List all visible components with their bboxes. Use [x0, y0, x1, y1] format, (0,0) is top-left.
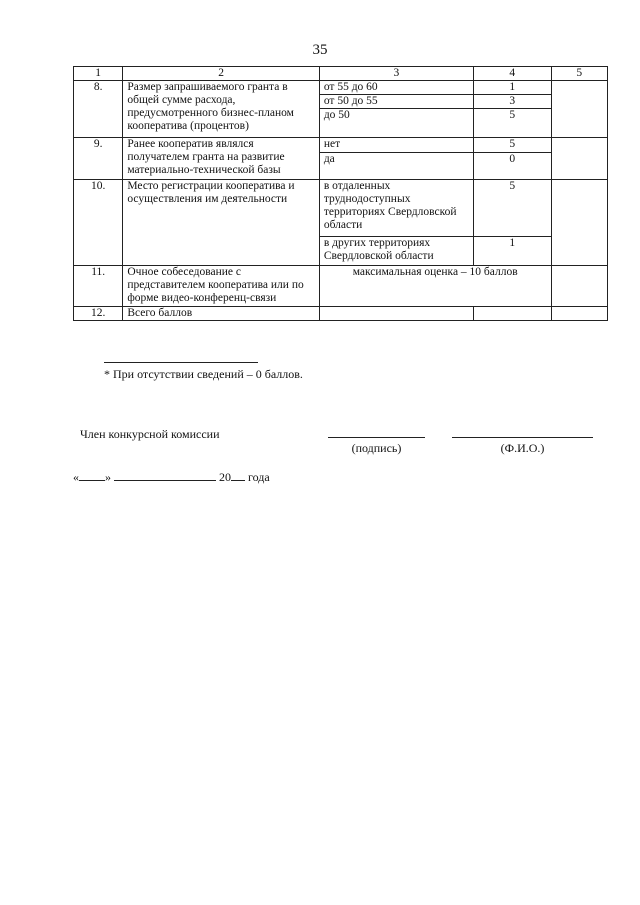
- table-row: [74, 180, 608, 237]
- table-row: [74, 307, 608, 321]
- score-cell: 5: [473, 180, 551, 237]
- year-suffix: года: [248, 470, 270, 484]
- row-number: 11.: [74, 266, 123, 307]
- table-row: [74, 81, 608, 95]
- header-col-1: 1: [74, 67, 123, 81]
- commission-member-label: Член конкурсной комиссии: [80, 427, 220, 441]
- header-col-3: 3: [319, 67, 473, 81]
- score-cell: 3: [473, 95, 551, 109]
- header-col-5: 5: [551, 67, 607, 81]
- option-cell: да: [319, 153, 473, 180]
- criterion-cell: Всего баллов: [123, 307, 319, 321]
- option-cell: нет: [319, 138, 473, 153]
- name-line[interactable]: [452, 437, 593, 438]
- row-number: 9.: [74, 138, 123, 180]
- row-number: 12.: [74, 307, 123, 321]
- score-cell: 5: [473, 138, 551, 153]
- row-number: 8.: [74, 81, 123, 138]
- empty-cell: [551, 307, 607, 321]
- criterion-cell: Очное собеседование с представителем кооператива или по форме видео-конференц-связи: [123, 266, 319, 307]
- header-col-4: 4: [473, 67, 551, 81]
- header-col-2: 2: [123, 67, 319, 81]
- option-cell: в других территориях Свердловской области: [319, 237, 473, 266]
- page-number: 35: [312, 42, 328, 58]
- empty-cell: [551, 266, 607, 307]
- option-cell: от 50 до 55: [319, 95, 473, 109]
- month-blank[interactable]: [114, 470, 216, 481]
- name-caption: (Ф.И.О.): [500, 441, 545, 455]
- option-cell: от 55 до 60: [319, 81, 473, 95]
- score-cell: 5: [473, 109, 551, 138]
- criterion-cell: Размер запрашиваемого гранта в общей сумме расхода, предусмотренного бизнес-планом кооператива (процентов): [123, 81, 319, 138]
- empty-cell: [319, 307, 473, 321]
- empty-cell: [551, 180, 607, 266]
- score-cell: 1: [473, 237, 551, 266]
- scoring-table: [73, 66, 608, 321]
- date-field: [73, 470, 270, 485]
- criterion-cell: Ранее кооператив являлся получателем гранта на развитие материально-технической базы: [123, 138, 319, 180]
- max-score-note: максимальная оценка – 10 баллов: [319, 266, 551, 307]
- signature-caption: (подпись): [351, 441, 402, 455]
- year-prefix: 20: [219, 470, 231, 484]
- close-quote: »: [105, 470, 111, 484]
- empty-cell: [473, 307, 551, 321]
- footnote-divider: [104, 362, 258, 363]
- option-cell: в отдаленных труднодоступных территориях Свердловской области: [319, 180, 473, 237]
- empty-cell: [551, 81, 607, 138]
- footnote: * При отсутствии сведений – 0 баллов.: [104, 367, 303, 381]
- day-blank[interactable]: [79, 470, 105, 481]
- option-cell: до 50: [319, 109, 473, 138]
- signature-line[interactable]: [328, 437, 425, 438]
- score-cell: 1: [473, 81, 551, 95]
- score-cell: 0: [473, 153, 551, 180]
- empty-cell: [551, 138, 607, 180]
- row-number: 10.: [74, 180, 123, 266]
- table-row: [74, 266, 608, 307]
- open-quote: «: [73, 470, 79, 484]
- table-row: [74, 138, 608, 153]
- year-blank[interactable]: [231, 470, 245, 481]
- criterion-cell: Место регистрации кооператива и осуществления им деятельности: [123, 180, 319, 266]
- table-header-row: [74, 67, 608, 81]
